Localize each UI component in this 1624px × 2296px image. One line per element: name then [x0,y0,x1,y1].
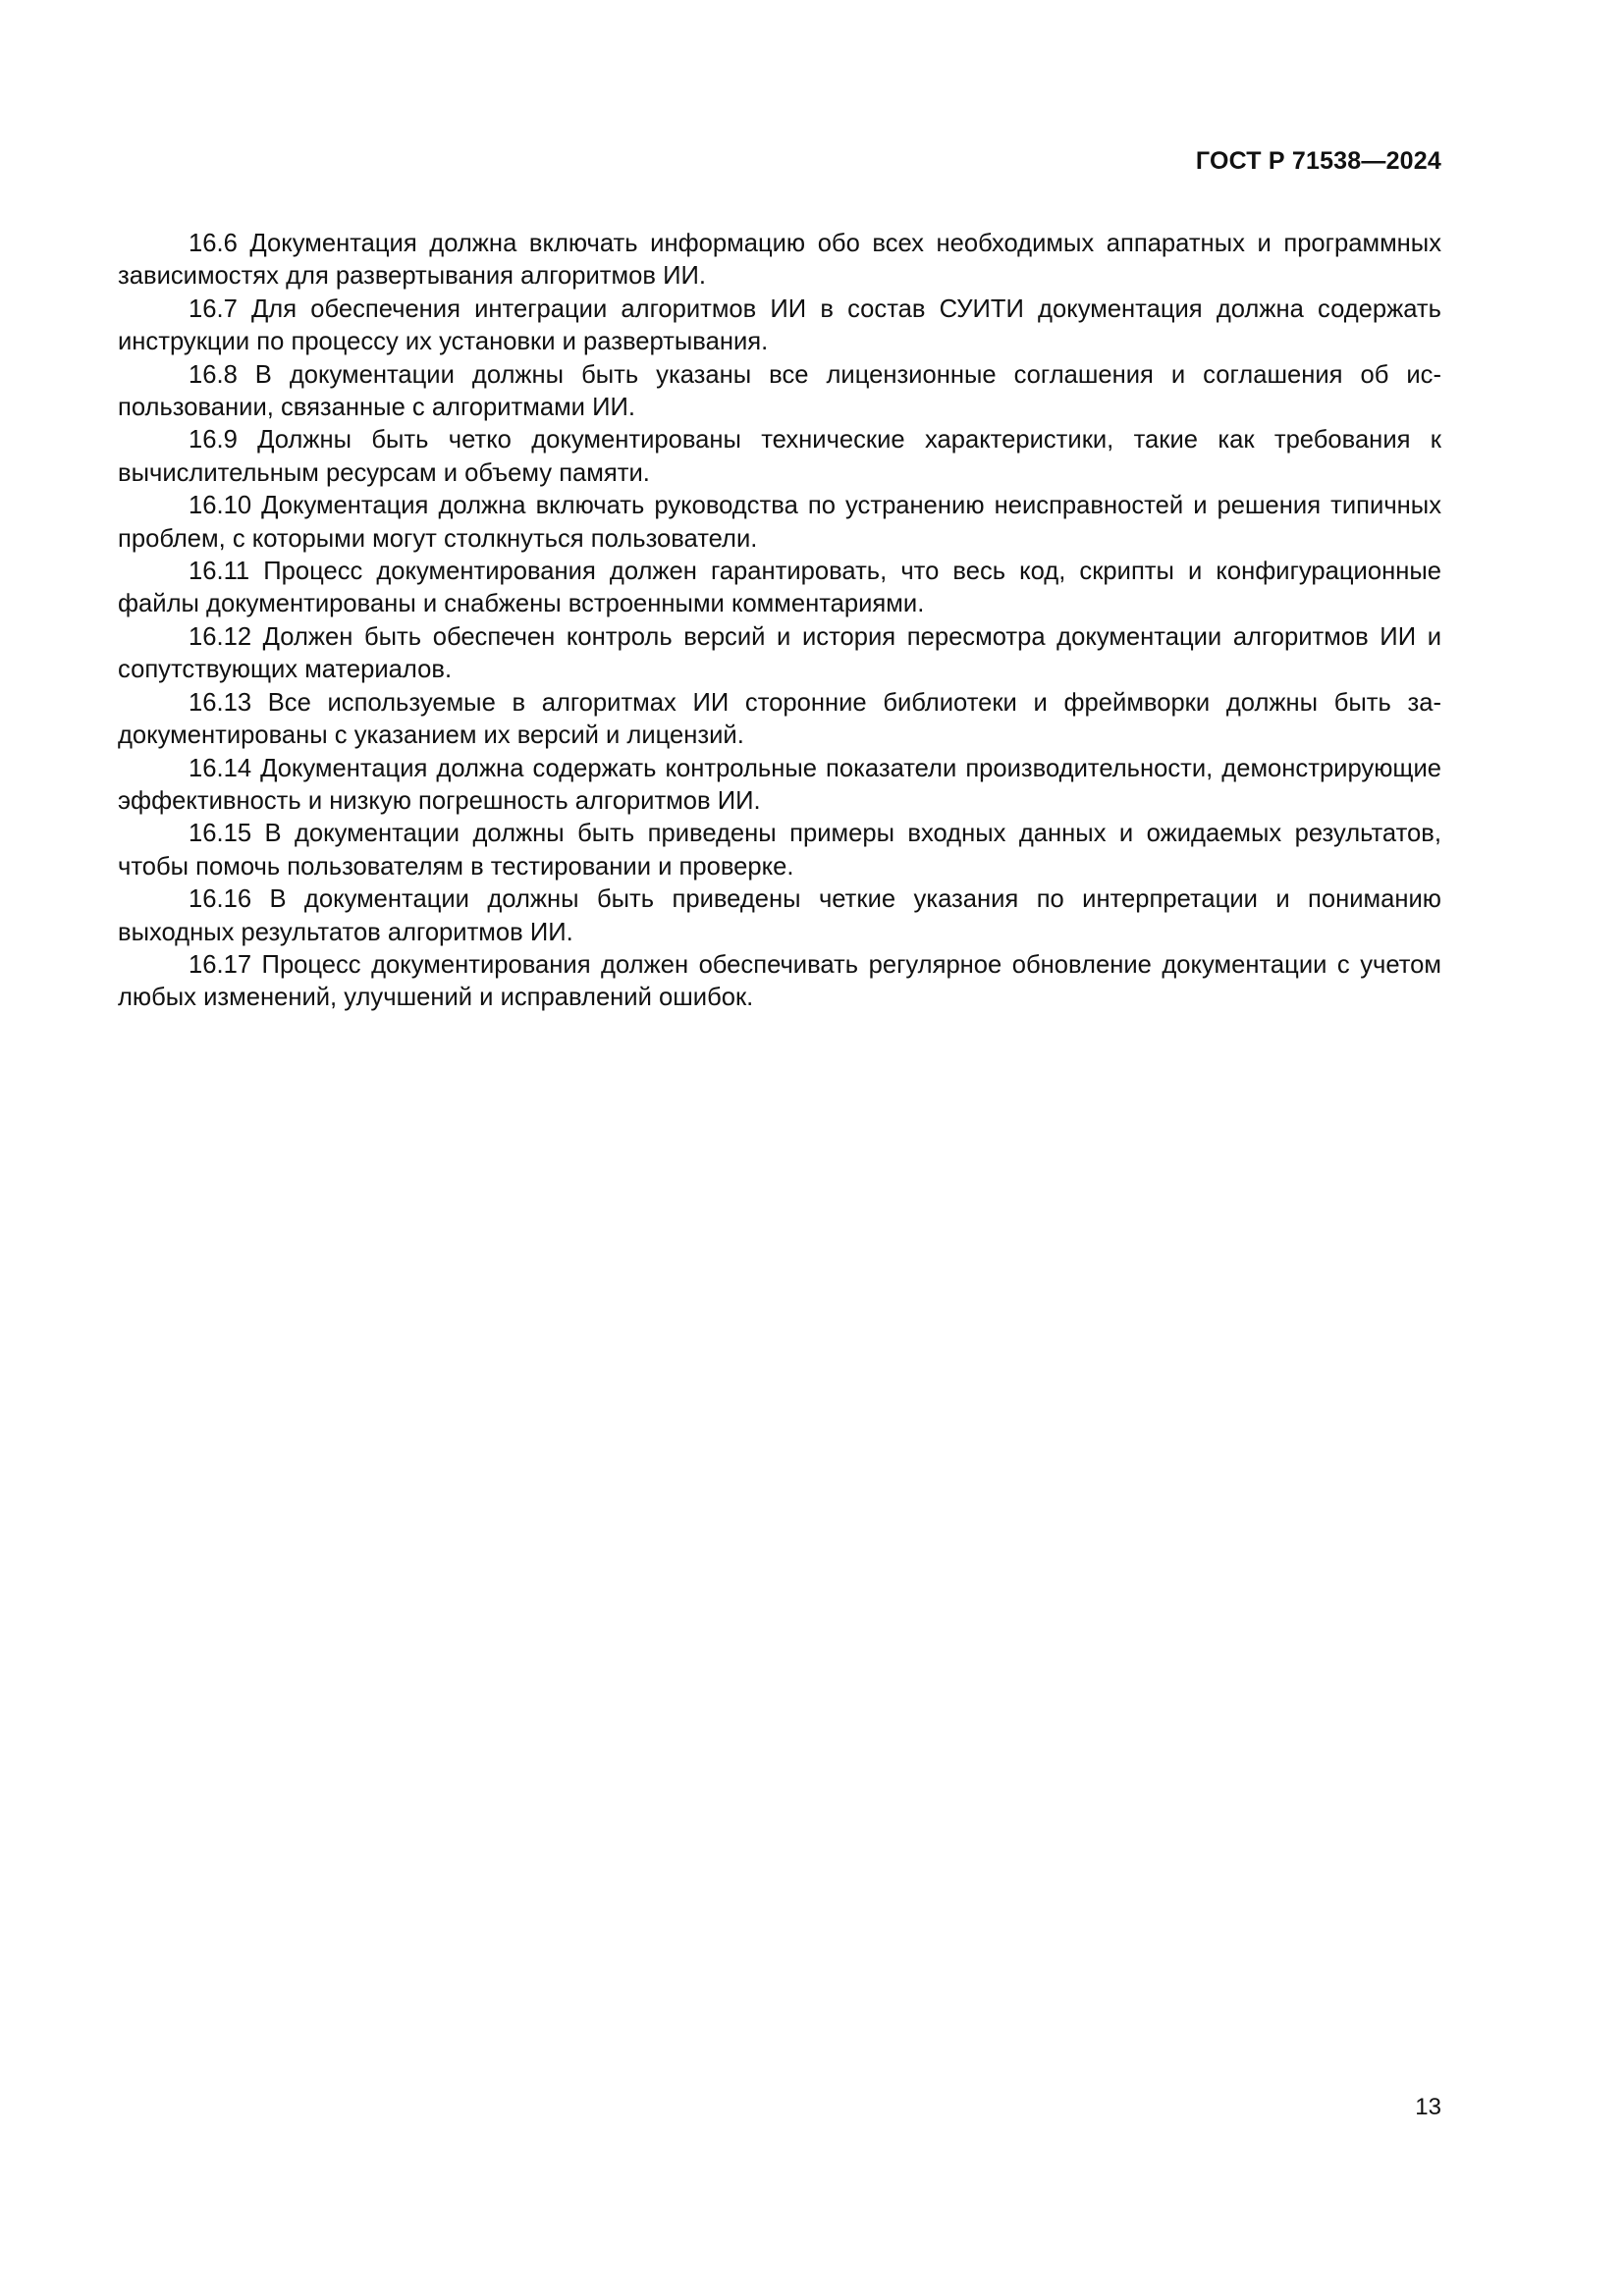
paragraph-16-16: 16.16 В документации должны быть приведены четкие указания по интерпретации и пониманию выходных результатов алгоритмов ИИ. [118,885,1441,946]
paragraph-16-7: 16.7 Для обеспечения интеграции алгоритмов ИИ в состав СУИТИ документация должна содержать инструкции по процессу их установки и развертывания. [118,294,1441,356]
paragraph-16-6: 16.6 Документация должна включать информацию обо всех необходимых аппаратных и программных зависимостях для развертывания алгоритмов ИИ. [118,230,1441,291]
paragraph-16-8: 16.8 В документации должны быть указаны все лицензионные соглашения и соглашения об использовании, связанные с алгоритмами ИИ. [118,360,1441,422]
paragraph-16-13: 16.13 Все используемые в алгоритмах ИИ сторонние библиотеки и фреймворки должны быть задокументированы с указанием их версий и лицензий. [118,688,1441,750]
paragraph-16-17: 16.17 Процесс документирования должен обеспечивать регулярное обновление документации с учетом любых изменений, улучшений и исправлений ошибок. [118,950,1441,1012]
paragraph-16-11: 16.11 Процесс документирования должен гарантировать, что весь код, скрипты и конфигурационные файлы документированы и снабжены встроенными комментариями. [118,558,1441,618]
paragraph-16-12: 16.12 Должен быть обеспечен контроль версий и история пересмотра документации алгоритмов ИИ и сопутствующих материалов. [118,622,1441,684]
page-number: 13 [1415,2094,1441,2120]
paragraph-16-14: 16.14 Документация должна содержать контрольные показатели производительности, демонстрирующие эффективность и низкую погрешность алгоритмов ИИ. [118,754,1441,815]
paragraph-16-10: 16.10 Документация должна включать руководства по устранению неисправностей и решения типичных проблем, с которыми могут столкнуться пользователи. [118,492,1441,553]
document-standard-code: ГОСТ Р 71538—2024 [1195,147,1441,175]
document-body [118,228,1441,1015]
paragraph-16-15: 16.15 В документации должны быть приведены примеры входных данных и ожидаемых результатов, чтобы помочь пользователям в тестировании и проверке. [118,820,1441,881]
paragraph-16-9: 16.9 Должны быть четко документированы технические характеристики, такие как требования к вычислительным ресурсам и объему памяти. [118,426,1441,487]
